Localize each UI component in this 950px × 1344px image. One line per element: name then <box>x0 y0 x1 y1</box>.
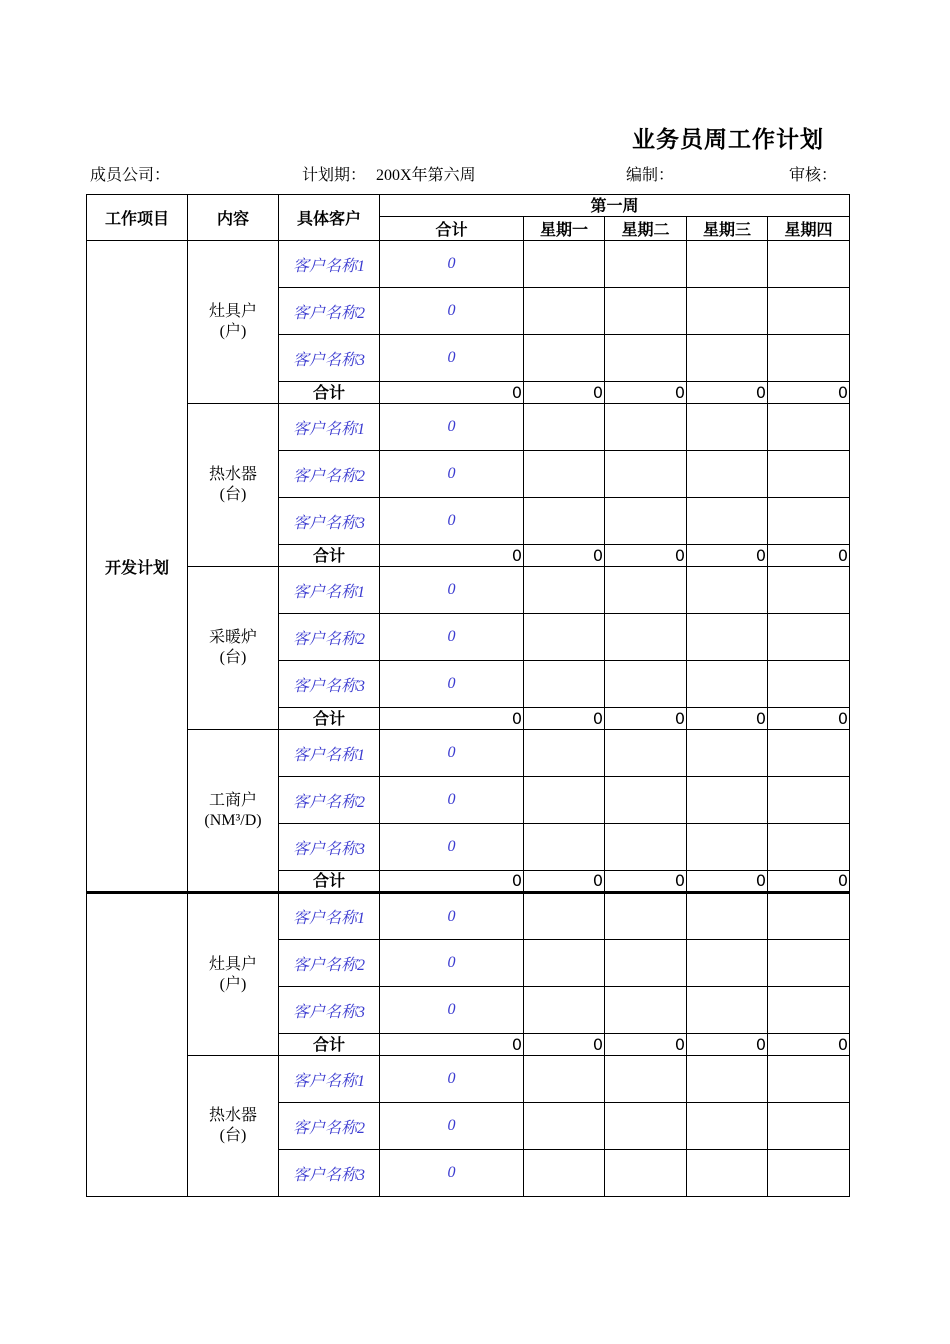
day-cell[interactable] <box>605 661 687 708</box>
subtotal-value: 0 <box>380 708 524 730</box>
customer-total[interactable]: 0 <box>380 893 524 940</box>
day-cell[interactable] <box>605 1150 687 1197</box>
header-row-1 <box>87 195 850 217</box>
plan-table <box>86 194 850 1197</box>
subtotal-value: 0 <box>768 871 850 893</box>
day-cell[interactable] <box>768 567 850 614</box>
subtotal-value: 0 <box>768 382 850 404</box>
day-cell[interactable] <box>605 893 687 940</box>
day-cell[interactable] <box>687 1056 768 1103</box>
category-unit: (台) <box>219 1127 247 1144</box>
day-cell[interactable] <box>605 777 687 824</box>
day-cell[interactable] <box>524 241 605 288</box>
day-cell[interactable] <box>605 1056 687 1103</box>
category-name: 热水器 <box>208 1107 257 1124</box>
customer-name[interactable]: 客户名称3 <box>279 498 380 545</box>
customer-name[interactable]: 客户名称2 <box>279 288 380 335</box>
day-cell[interactable] <box>768 940 850 987</box>
customer-name[interactable]: 客户名称1 <box>279 404 380 451</box>
customer-total[interactable]: 0 <box>380 614 524 661</box>
category-unit: (台) <box>219 649 247 666</box>
day-cell[interactable] <box>768 824 850 871</box>
day-cell[interactable] <box>524 451 605 498</box>
header-day: 星期二 <box>605 217 687 241</box>
category-name: 灶具户 <box>208 303 257 320</box>
day-cell[interactable] <box>524 1056 605 1103</box>
customer-name[interactable]: 客户名称1 <box>279 241 380 288</box>
customer-name[interactable]: 客户名称1 <box>279 730 380 777</box>
project-cell: 开发计划 <box>87 241 188 893</box>
day-cell[interactable] <box>524 987 605 1034</box>
day-cell[interactable] <box>687 940 768 987</box>
day-cell[interactable] <box>687 777 768 824</box>
editor-label: 编制： <box>626 167 675 184</box>
period-value: 200X年第六周 <box>376 167 476 184</box>
customer-name[interactable]: 客户名称2 <box>279 451 380 498</box>
customer-name[interactable]: 客户名称2 <box>279 1103 380 1150</box>
subtotal-value: 0 <box>524 1034 605 1056</box>
day-cell[interactable] <box>687 614 768 661</box>
day-cell[interactable] <box>605 335 687 382</box>
day-cell[interactable] <box>768 288 850 335</box>
customer-name[interactable]: 客户名称3 <box>279 987 380 1034</box>
day-cell[interactable] <box>768 404 850 451</box>
customer-total[interactable]: 0 <box>380 661 524 708</box>
customer-name[interactable]: 客户名称3 <box>279 824 380 871</box>
subtotal-value: 0 <box>380 1034 524 1056</box>
period-label: 计划期： <box>302 167 367 184</box>
customer-name[interactable]: 客户名称2 <box>279 614 380 661</box>
customer-total[interactable]: 0 <box>380 1103 524 1150</box>
day-cell[interactable] <box>524 824 605 871</box>
category-name: 热水器 <box>208 466 257 483</box>
subtotal-value: 0 <box>605 1034 687 1056</box>
customer-row <box>87 1056 850 1103</box>
category-unit: (台) <box>219 486 247 503</box>
day-cell[interactable] <box>687 1103 768 1150</box>
day-cell[interactable] <box>524 288 605 335</box>
day-cell[interactable] <box>687 824 768 871</box>
category-cell <box>188 730 279 893</box>
category-cell <box>188 567 279 730</box>
subtotal-value: 0 <box>768 1034 850 1056</box>
day-cell[interactable] <box>768 661 850 708</box>
day-cell[interactable] <box>524 404 605 451</box>
day-cell[interactable] <box>605 730 687 777</box>
subtotal-label: 合计 <box>279 871 380 893</box>
day-cell[interactable] <box>605 288 687 335</box>
customer-name[interactable]: 客户名称3 <box>279 661 380 708</box>
subtotal-value: 0 <box>768 708 850 730</box>
day-cell[interactable] <box>524 661 605 708</box>
subtotal-value: 0 <box>605 545 687 567</box>
customer-total[interactable]: 0 <box>380 498 524 545</box>
category-cell <box>188 404 279 567</box>
day-cell[interactable] <box>687 451 768 498</box>
day-cell[interactable] <box>768 1103 850 1150</box>
subtotal-value: 0 <box>380 382 524 404</box>
day-cell[interactable] <box>524 614 605 661</box>
category-unit: (户) <box>219 323 247 340</box>
subtotal-value: 0 <box>605 382 687 404</box>
category-cell <box>188 1056 279 1197</box>
customer-row <box>87 893 850 940</box>
customer-name[interactable]: 客户名称2 <box>279 777 380 824</box>
day-cell[interactable] <box>605 241 687 288</box>
day-cell[interactable] <box>605 567 687 614</box>
day-cell[interactable] <box>605 404 687 451</box>
subtotal-value: 0 <box>687 545 768 567</box>
day-cell[interactable] <box>524 567 605 614</box>
day-cell[interactable] <box>687 288 768 335</box>
period-field <box>302 162 476 185</box>
day-cell[interactable] <box>687 404 768 451</box>
subtotal-value: 0 <box>524 382 605 404</box>
reviewer-label: 审核： <box>789 167 838 184</box>
subtotal-value: 0 <box>380 871 524 893</box>
day-cell[interactable] <box>605 451 687 498</box>
day-cell[interactable] <box>605 1103 687 1150</box>
day-cell[interactable] <box>687 1150 768 1197</box>
category-name: 工商户 <box>208 791 257 809</box>
subtotal-value: 0 <box>605 708 687 730</box>
day-cell[interactable] <box>768 451 850 498</box>
category-name: 采暖炉 <box>208 629 257 646</box>
day-cell[interactable] <box>768 730 850 777</box>
header-customer: 具体客户 <box>279 195 380 241</box>
day-cell[interactable] <box>768 777 850 824</box>
day-cell[interactable] <box>768 241 850 288</box>
customer-total[interactable]: 0 <box>380 824 524 871</box>
day-cell[interactable] <box>687 498 768 545</box>
customer-row <box>87 241 850 288</box>
day-cell[interactable] <box>687 893 768 940</box>
header-day: 星期一 <box>524 217 605 241</box>
day-cell[interactable] <box>687 335 768 382</box>
subtotal-value: 0 <box>687 382 768 404</box>
reviewer-field <box>789 162 837 185</box>
customer-name[interactable]: 客户名称1 <box>279 1056 380 1103</box>
subtotal-value: 0 <box>524 871 605 893</box>
customer-total[interactable]: 0 <box>380 288 524 335</box>
customer-name[interactable]: 客户名称2 <box>279 940 380 987</box>
subtotal-value: 0 <box>380 545 524 567</box>
day-cell[interactable] <box>687 241 768 288</box>
customer-total[interactable]: 0 <box>380 940 524 987</box>
category-unit: (NM³/D) <box>204 811 262 829</box>
day-cell[interactable] <box>605 824 687 871</box>
customer-name[interactable]: 客户名称1 <box>279 893 380 940</box>
subtotal-value: 0 <box>524 545 605 567</box>
customer-total[interactable]: 0 <box>380 241 524 288</box>
customer-row <box>87 567 850 614</box>
header-week: 第一周 <box>380 195 850 217</box>
day-cell[interactable] <box>687 567 768 614</box>
header-day: 星期三 <box>687 217 768 241</box>
day-cell[interactable] <box>524 498 605 545</box>
subtotal-value: 0 <box>687 871 768 893</box>
day-cell[interactable] <box>605 987 687 1034</box>
customer-total[interactable]: 0 <box>380 1150 524 1197</box>
customer-row <box>87 730 850 777</box>
customer-total[interactable]: 0 <box>380 404 524 451</box>
subtotal-label: 合计 <box>279 545 380 567</box>
day-cell[interactable] <box>768 1056 850 1103</box>
company-label: 成员公司： <box>90 167 171 184</box>
header-content: 内容 <box>188 195 279 241</box>
project-cell <box>87 893 188 1197</box>
day-cell[interactable] <box>524 335 605 382</box>
customer-total[interactable]: 0 <box>380 730 524 777</box>
customer-total[interactable]: 0 <box>380 451 524 498</box>
subtotal-label: 合计 <box>279 708 380 730</box>
day-cell[interactable] <box>768 893 850 940</box>
day-cell[interactable] <box>768 614 850 661</box>
day-cell[interactable] <box>768 1150 850 1197</box>
category-cell <box>188 893 279 1056</box>
day-cell[interactable] <box>605 498 687 545</box>
day-cell[interactable] <box>768 498 850 545</box>
company-field <box>90 162 170 185</box>
subtotal-label: 合计 <box>279 1034 380 1056</box>
day-cell[interactable] <box>524 893 605 940</box>
header-day: 星期四 <box>768 217 850 241</box>
day-cell[interactable] <box>687 661 768 708</box>
customer-total[interactable]: 0 <box>380 1056 524 1103</box>
category-unit: (户) <box>219 975 247 993</box>
day-cell[interactable] <box>687 730 768 777</box>
header-total: 合计 <box>380 217 524 241</box>
subtotal-value: 0 <box>687 708 768 730</box>
header-project: 工作项目 <box>87 195 188 241</box>
day-cell[interactable] <box>605 940 687 987</box>
day-cell[interactable] <box>524 730 605 777</box>
subtotal-value: 0 <box>768 545 850 567</box>
day-cell[interactable] <box>524 1150 605 1197</box>
customer-total[interactable]: 0 <box>380 567 524 614</box>
customer-name[interactable]: 客户名称3 <box>279 335 380 382</box>
day-cell[interactable] <box>524 940 605 987</box>
day-cell[interactable] <box>768 335 850 382</box>
day-cell[interactable] <box>768 987 850 1034</box>
subtotal-value: 0 <box>524 708 605 730</box>
day-cell[interactable] <box>687 987 768 1034</box>
day-cell[interactable] <box>524 1103 605 1150</box>
customer-name[interactable]: 客户名称3 <box>279 1150 380 1197</box>
customer-total[interactable]: 0 <box>380 777 524 824</box>
customer-row <box>87 404 850 451</box>
category-name: 灶具户 <box>208 955 257 973</box>
subtotal-label: 合计 <box>279 382 380 404</box>
category-cell <box>188 241 279 404</box>
subtotal-value: 0 <box>687 1034 768 1056</box>
page-title: 业务员周工作计划 <box>632 127 824 153</box>
day-cell[interactable] <box>605 614 687 661</box>
customer-total[interactable]: 0 <box>380 987 524 1034</box>
subtotal-value: 0 <box>605 871 687 893</box>
day-cell[interactable] <box>524 777 605 824</box>
customer-name[interactable]: 客户名称1 <box>279 567 380 614</box>
editor-field <box>626 162 674 185</box>
customer-total[interactable]: 0 <box>380 335 524 382</box>
